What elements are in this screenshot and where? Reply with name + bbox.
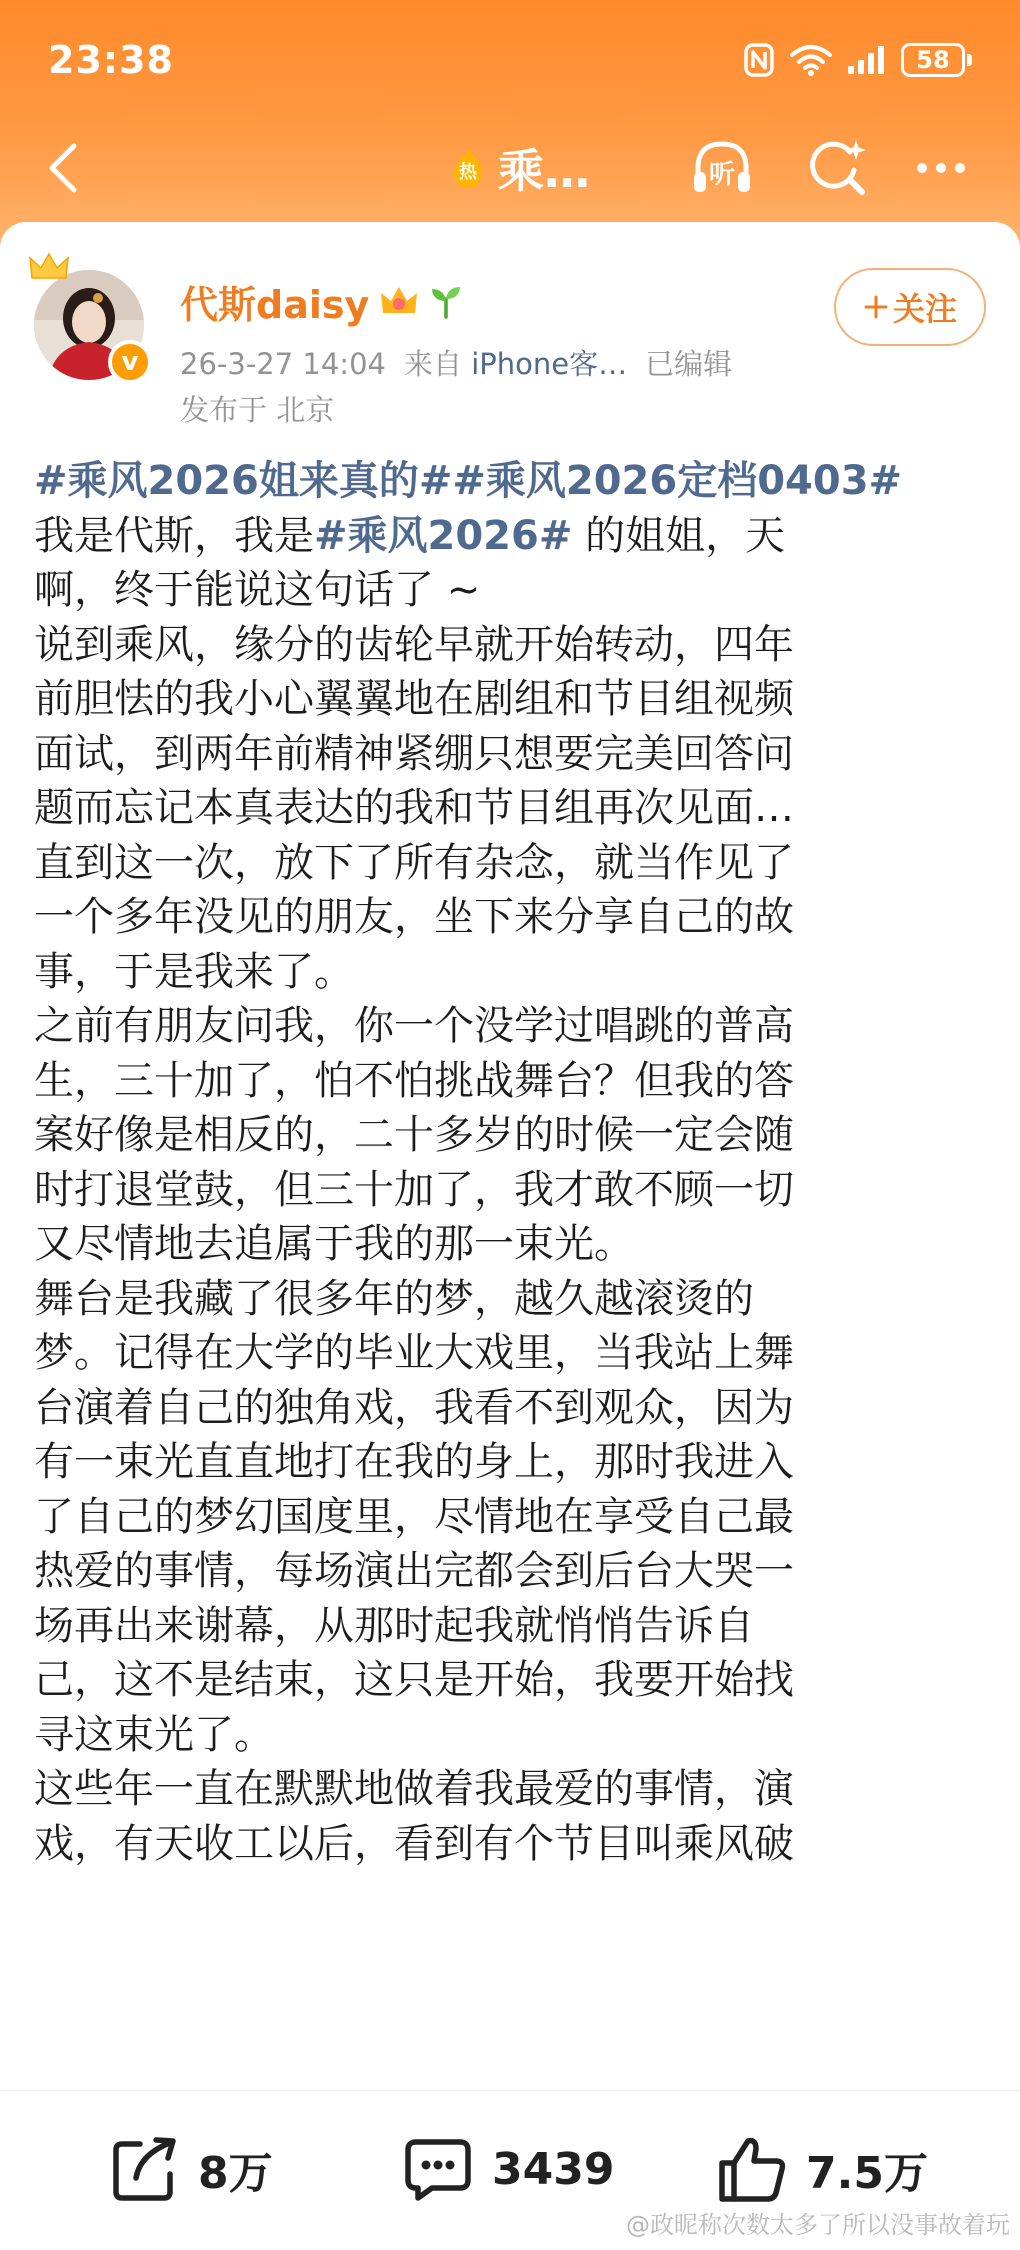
post-text: 了自己的梦幻国度里，尽情地在享受自己最: [34, 1493, 794, 1540]
post-text: 己，这不是结束，这只是开始，我要开始找: [34, 1657, 794, 1703]
back-button[interactable]: [34, 138, 94, 198]
post-text: 这些年一直在默默地做着我最爱的事情，演: [34, 1766, 794, 1812]
battery-tip: [967, 54, 972, 66]
share-count: 8万: [198, 2148, 273, 2199]
post-line: [34, 672, 990, 727]
post-line: [34, 1653, 990, 1708]
post-line: [34, 945, 990, 1000]
post-text: 戏，有天收工以后，看到有个节目叫乘风破: [34, 1820, 794, 1867]
post-line: [34, 1435, 990, 1490]
post-text: 台演着自己的独角戏，我看不到观众，因为: [34, 1384, 794, 1431]
post-timestamp: 26-3-27 14:04: [180, 347, 386, 381]
post-source[interactable]: iPhone客…: [471, 347, 628, 381]
search-button[interactable]: [806, 136, 870, 200]
more-button[interactable]: [906, 136, 976, 200]
post-text: 之前有朋友问我，你一个没学过唱跳的普高: [34, 1003, 794, 1049]
post-line: [34, 454, 990, 509]
listen-button[interactable]: [690, 136, 754, 200]
post-line: [34, 1326, 990, 1381]
like-count: 7.5万: [806, 2148, 928, 2199]
post-text: 前胆怯的我小心翼翼地在剧组和节目组视频: [34, 676, 794, 722]
post-line: [34, 1217, 990, 1272]
action-bar: [0, 2090, 1020, 2250]
share-icon: [110, 2134, 180, 2204]
search-sparkle-icon: [806, 136, 870, 200]
post-line: [34, 563, 990, 618]
post-line: [34, 1108, 990, 1163]
post-text: 场再出来谢幕，从那时起我就悄悄告诉自: [34, 1602, 754, 1649]
post-line: [34, 1599, 990, 1654]
author-avatar[interactable]: [34, 270, 150, 386]
more-dot: [936, 163, 946, 173]
sprout-icon: [429, 283, 463, 319]
nfc-icon: [743, 42, 775, 78]
post-line: [34, 727, 990, 782]
plus-icon: [863, 294, 889, 320]
share-button[interactable]: [110, 2129, 273, 2209]
follow-button[interactable]: [834, 268, 986, 346]
post-line: [34, 890, 990, 945]
post-text: 啊，终于能说这句话了 ~: [34, 567, 481, 613]
post-line: [34, 836, 990, 891]
more-dot: [955, 163, 965, 173]
post-text: 事，于是我来了。: [34, 948, 354, 995]
post-line: [34, 1381, 990, 1436]
signal-icon: [847, 44, 887, 76]
edited-label[interactable]: 已编辑: [645, 347, 733, 381]
crown-level-icon: [379, 283, 419, 319]
hot-flame-icon: [448, 146, 488, 190]
post-line: [34, 1054, 990, 1109]
hot-badge-label: 热: [459, 162, 477, 183]
like-button[interactable]: [716, 2129, 928, 2209]
topic-title[interactable]: [448, 136, 590, 200]
post-line: [34, 1163, 990, 1218]
post-text: 面试，到两年前精神紧绷只想要完美回答问: [34, 730, 794, 777]
status-time: 23:38: [48, 38, 174, 82]
post-line: [34, 1490, 990, 1545]
comment-count: 3439: [492, 2143, 615, 2195]
post-text: 时打退堂鼓，但三十加了，我才敢不顾一切: [34, 1166, 794, 1213]
post-text: 的姐姐，天: [572, 512, 786, 559]
post-line: [34, 1272, 990, 1327]
crown-icon: [28, 252, 70, 282]
listen-label: 听: [708, 160, 735, 190]
topic-link[interactable]: #乘风2026#: [314, 512, 573, 559]
post-text: 又尽情地去追属于我的那一束光。: [34, 1221, 634, 1267]
post-line: [34, 1817, 990, 1872]
watermark: @政昵称次数太多了所以没事故着玩: [626, 2211, 1010, 2239]
post-text: 直到这一次，放下了所有杂念，就当作见了: [34, 839, 794, 886]
post-body: [34, 454, 990, 1871]
more-dot: [917, 163, 927, 173]
username-row: [180, 276, 463, 326]
nav-title: 乘…: [498, 144, 590, 198]
post-location: 发布于 北京: [180, 393, 335, 427]
post-text: 说到乘风，缘分的齿轮早就开始转动，四年: [34, 621, 794, 668]
post-text: 一个多年没见的朋友，坐下来分享自己的故: [34, 894, 794, 940]
post-line: [34, 999, 990, 1054]
comment-icon: [402, 2134, 474, 2204]
nav-bar: [0, 118, 1020, 218]
post-line: [34, 618, 990, 673]
post-line: [34, 1544, 990, 1599]
topic-link[interactable]: #乘风2026姐来真的##乘风2026定档0403#: [34, 458, 903, 504]
post-text: 寻这束光了。: [34, 1711, 274, 1758]
post-line: [34, 1708, 990, 1763]
status-icons: [743, 38, 972, 82]
post-text: 我是代斯，我是: [34, 512, 314, 559]
post-text: 热爱的事情，每场演出完都会到后台大哭一: [34, 1548, 794, 1594]
post-meta: [180, 342, 732, 383]
wifi-icon: [789, 43, 833, 77]
battery-indicator: [901, 43, 972, 77]
post-card: [0, 222, 1020, 2090]
post-text: 题而忘记本真表达的我和节目组再次见面…: [34, 785, 794, 831]
source-prefix: 来自: [403, 347, 462, 381]
comment-button[interactable]: [402, 2129, 614, 2209]
post-text: 梦。记得在大学的毕业大戏里，当我站上舞: [34, 1330, 794, 1376]
post-line: [34, 509, 990, 564]
author-name[interactable]: 代斯daisy: [180, 282, 370, 327]
post-text: 舞台是我藏了很多年的梦，越久越滚烫的: [34, 1275, 754, 1322]
post-line: [34, 781, 990, 836]
verified-badge: v: [108, 340, 152, 384]
follow-label: 关注: [892, 290, 957, 328]
post-text: 案好像是相反的，二十多岁的时候一定会随: [34, 1112, 794, 1158]
like-icon: [716, 2133, 788, 2205]
status-bar: [0, 0, 1020, 118]
post-text: 有一束光直直地打在我的身上，那时我进入: [34, 1439, 794, 1485]
post-line: [34, 1762, 990, 1817]
back-arrow-icon: [44, 140, 84, 196]
post-text: 生，三十加了，怕不怕挑战舞台？但我的答: [34, 1057, 794, 1104]
battery-level: 58: [901, 43, 965, 77]
